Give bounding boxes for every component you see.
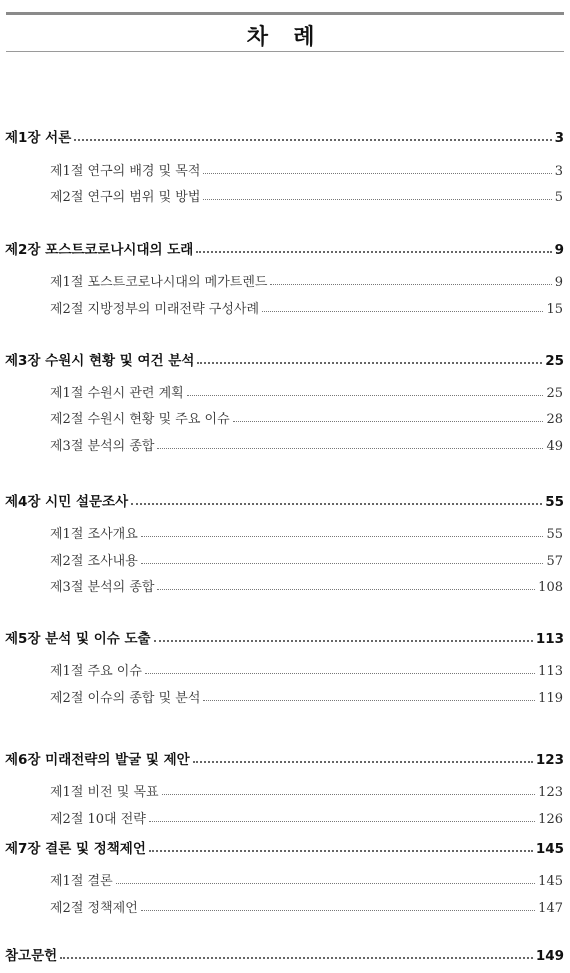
toc-section-entry[interactable]	[50, 550, 563, 570]
toc-entry-label: 제2절 이슈의 종합 및 분석	[50, 691, 201, 706]
toc-entry-page: 55	[545, 494, 564, 510]
toc-section-entry[interactable]	[50, 808, 563, 828]
dot-leader	[162, 793, 536, 795]
dot-leader	[203, 172, 551, 174]
dot-leader	[60, 956, 533, 959]
dot-leader	[116, 882, 536, 884]
toc-entry-page: 15	[546, 302, 563, 317]
toc-entry-label: 제6장 미래전략의 발굴 및 제안	[5, 752, 190, 768]
toc-section-entry[interactable]	[50, 271, 563, 291]
toc-entry-label: 제7장 결론 및 정책제언	[5, 841, 146, 857]
dot-leader	[149, 849, 533, 852]
dot-leader	[149, 820, 535, 822]
toc-chapter-entry[interactable]	[5, 944, 564, 964]
toc-entry-page: 3	[554, 130, 564, 146]
title-rule	[6, 51, 564, 52]
toc-entry-label: 제1절 주요 이슈	[50, 664, 142, 679]
toc-section-entry[interactable]	[50, 576, 563, 596]
dot-leader	[141, 535, 544, 537]
toc-section-entry[interactable]	[50, 687, 563, 707]
toc-entry-page: 113	[538, 664, 563, 679]
toc-section-entry[interactable]	[50, 897, 563, 917]
toc-section-entry[interactable]	[50, 186, 563, 206]
toc-entry-label: 제2절 10대 전략	[50, 812, 146, 827]
toc-chapter-entry[interactable]	[5, 238, 564, 258]
toc-entry-label: 제3장 수원시 현황 및 여건 분석	[5, 353, 195, 369]
toc-entry-label: 제3절 분석의 종합	[50, 580, 155, 595]
toc-entry-page: 9	[554, 242, 564, 258]
toc-chapter-entry[interactable]	[5, 748, 564, 768]
toc-section-entry[interactable]	[50, 382, 563, 402]
dot-leader	[131, 502, 542, 505]
toc-entry-label: 제1절 조사개요	[50, 527, 138, 542]
dot-leader	[141, 562, 544, 564]
dot-leader	[270, 283, 551, 285]
toc-entry-label: 제2절 연구의 범위 및 방법	[50, 190, 201, 205]
toc-entry-page: 145	[538, 874, 563, 889]
dot-leader	[193, 760, 533, 763]
toc-section-entry[interactable]	[50, 523, 563, 543]
toc-entry-page: 49	[546, 439, 563, 454]
toc-entry-page: 9	[554, 275, 563, 290]
dot-leader	[196, 250, 551, 253]
dot-leader	[197, 361, 542, 364]
toc-entry-page: 57	[546, 554, 563, 569]
toc-entry-label: 제1절 수원시 관련 계획	[50, 386, 184, 401]
toc-chapter-entry[interactable]	[5, 837, 564, 857]
toc-section-entry[interactable]	[50, 660, 563, 680]
toc-entry-page: 145	[535, 841, 564, 857]
toc-chapter-entry[interactable]	[5, 349, 564, 369]
toc-entry-page: 55	[546, 527, 563, 542]
dot-leader	[157, 447, 543, 449]
toc-entry-page: 108	[538, 580, 563, 595]
toc-entry-label: 제2절 수원시 현황 및 주요 이슈	[50, 412, 230, 427]
dot-leader	[74, 138, 551, 141]
toc-entry-label: 제1절 결론	[50, 874, 113, 889]
toc-entry-page: 28	[546, 412, 563, 427]
toc-entry-label: 제5장 분석 및 이슈 도출	[5, 631, 151, 647]
toc-section-entry[interactable]	[50, 298, 563, 318]
dot-leader	[157, 588, 535, 590]
toc-entry-label: 제4장 시민 설문조사	[5, 494, 129, 510]
toc-entry-label: 참고문헌	[5, 948, 58, 964]
toc-entry-label: 제1장 서론	[5, 130, 72, 146]
toc-entry-page: 126	[538, 812, 563, 827]
toc-entry-page: 119	[538, 691, 563, 706]
toc-entry-page: 3	[554, 164, 563, 179]
toc-entry-label: 제1절 포스트코로나시대의 메가트렌드	[50, 275, 268, 290]
toc-section-entry[interactable]	[50, 435, 563, 455]
dot-leader	[262, 310, 543, 312]
toc-chapter-entry[interactable]	[5, 126, 564, 146]
dot-leader	[203, 198, 551, 200]
toc-entry-page: 123	[535, 752, 564, 768]
dot-leader	[187, 394, 544, 396]
toc-entry-label: 제2절 조사내용	[50, 554, 138, 569]
toc-entry-page: 113	[535, 631, 564, 647]
toc-entry-label: 제2장 포스트코로나시대의 도래	[5, 242, 194, 258]
toc-entry-page: 149	[535, 948, 564, 964]
toc-entry-page: 5	[554, 190, 563, 205]
toc-entry-label: 제2절 지방정부의 미래전략 구성사례	[50, 302, 260, 317]
toc-section-entry[interactable]	[50, 408, 563, 428]
toc-entry-label: 제2절 정책제언	[50, 901, 138, 916]
dot-leader	[145, 672, 535, 674]
toc-entry-page: 25	[545, 353, 564, 369]
toc-section-entry[interactable]	[50, 870, 563, 890]
toc-entry-label: 제1절 연구의 배경 및 목적	[50, 164, 201, 179]
toc-entry-label: 제3절 분석의 종합	[50, 439, 155, 454]
toc-chapter-entry[interactable]	[5, 627, 564, 647]
dot-leader	[203, 699, 535, 701]
toc-entry-page: 147	[538, 901, 563, 916]
page-title: 차 례	[246, 25, 324, 50]
toc-entry-label: 제1절 비전 및 목표	[50, 785, 159, 800]
toc-chapter-entry[interactable]	[5, 490, 564, 510]
dot-leader	[233, 420, 544, 422]
toc-section-entry[interactable]	[50, 160, 563, 180]
dot-leader	[154, 639, 533, 642]
toc-section-entry[interactable]	[50, 781, 563, 801]
top-rule	[6, 12, 564, 15]
dot-leader	[141, 909, 535, 911]
toc-entry-page: 123	[538, 785, 563, 800]
toc-entry-page: 25	[546, 386, 563, 401]
